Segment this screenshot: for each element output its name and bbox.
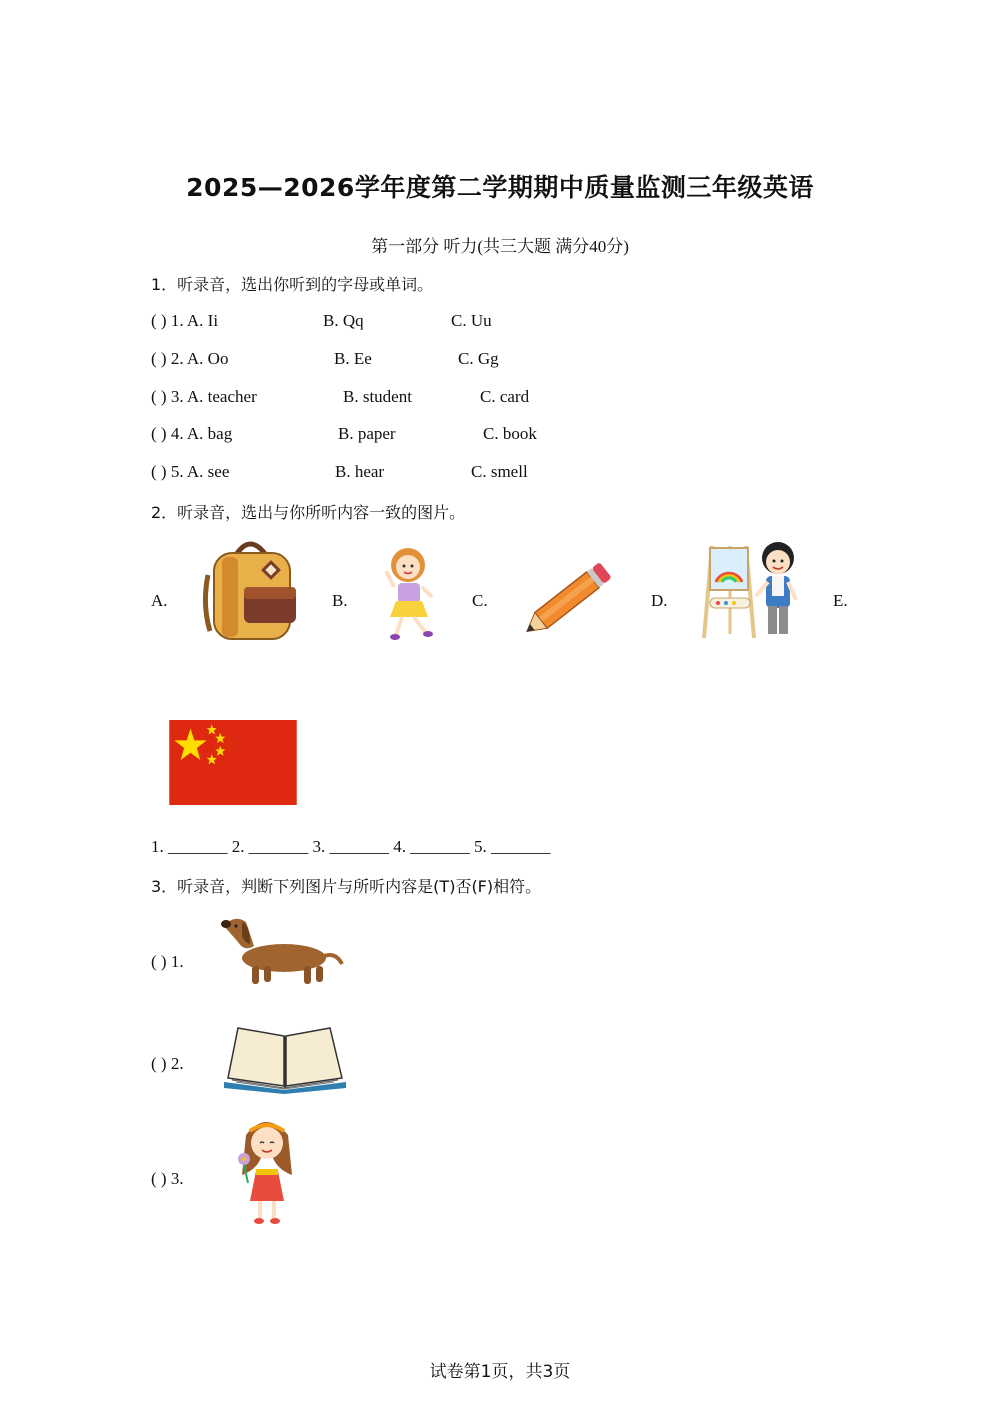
q1-item-4-a: ( ) 4. A. bag — [151, 424, 233, 443]
q1-item-4-c: C. book — [483, 424, 537, 443]
china-flag-image — [169, 720, 297, 805]
backpack-image — [200, 535, 302, 641]
q1-item-5-b: B. hear — [335, 462, 385, 481]
q3-heading: 3．听录音，判断下列图片与所听内容是(T)否(F)相符。 — [151, 877, 542, 896]
q2-answer-blanks: 1. _______ 2. _______ 3. _______ 4. _______ 5. _______ — [151, 837, 551, 856]
page-footer: 试卷第1页，共3页 — [429, 1362, 571, 1382]
q2-label-e: E. — [833, 591, 848, 610]
q3-item-1: ( ) 1. — [151, 952, 184, 971]
pencil-image — [520, 556, 620, 642]
q3-item-3: ( ) 3. — [151, 1169, 184, 1188]
q2-label-b: B. — [332, 591, 348, 610]
q2-heading: 2．听录音，选出与你所听内容一致的图片。 — [151, 503, 466, 522]
q1-item-4-b: B. paper — [338, 424, 396, 443]
q1-item-3-b: B. student — [343, 387, 412, 406]
q2-label-c: C. — [472, 591, 488, 610]
girl-image — [382, 545, 442, 641]
boy-painting-image — [700, 538, 804, 642]
girl-flower-image — [232, 1115, 302, 1227]
q1-item-1-b: B. Qq — [323, 311, 364, 330]
q2-label-d: D. — [651, 591, 668, 610]
q1-item-1-c: C. Uu — [451, 311, 492, 330]
q2-label-a: A. — [151, 591, 168, 610]
q1-item-5-c: C. smell — [471, 462, 528, 481]
q1-item-3-c: C. card — [480, 387, 530, 406]
q1-item-1-a: ( ) 1. A. Ii — [151, 311, 219, 330]
q1-item-2-a: ( ) 2. A. Oo — [151, 349, 229, 368]
dog-image — [220, 912, 344, 988]
q3-item-2: ( ) 2. — [151, 1054, 184, 1073]
q1-item-5-a: ( ) 5. A. see — [151, 462, 230, 481]
section-subtitle: 第一部分 听力(共三大题 满分40分) — [371, 237, 629, 256]
q1-item-2-b: B. Ee — [334, 349, 372, 368]
q1-item-3-a: ( ) 3. A. teacher — [151, 387, 257, 406]
q1-item-2-c: C. Gg — [458, 349, 499, 368]
q1-heading: 1．听录音，选出你听到的字母或单词。 — [151, 275, 434, 294]
page-title: 2025—2026学年度第二学期期中质量监测三年级英语 — [186, 173, 814, 202]
open-book-image — [222, 1022, 348, 1094]
